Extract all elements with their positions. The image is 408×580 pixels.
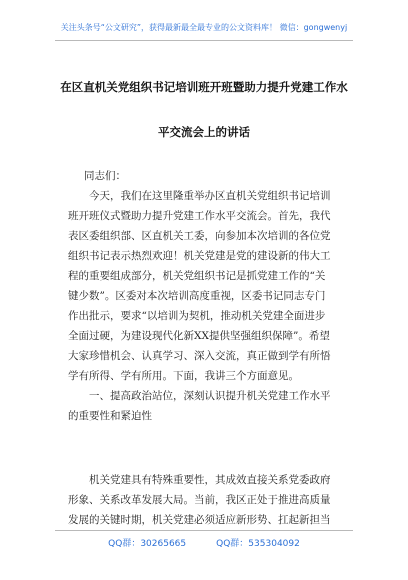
section-heading-line: 一、提高政治站位，深刻认识提升机关党建工作水平 bbox=[89, 390, 331, 402]
paragraph-line: 机关党建具有特殊重要性，其成效直接关系党委政府 bbox=[89, 474, 331, 486]
footer-contacts bbox=[0, 536, 408, 549]
footer-qq-group-1: QQ群：30265665 bbox=[108, 539, 187, 549]
paragraph-line: 学有所得、学有所用。下面，我讲三个方面意见。 bbox=[68, 370, 299, 382]
salutation: 同志们： bbox=[84, 170, 126, 182]
footer-divider bbox=[55, 530, 353, 531]
section-heading-line: 的重要性和紧迫性 bbox=[68, 410, 152, 422]
paragraph-line: 发展的关键时期，机关党建必须适应新形势、扛起新担当 bbox=[68, 514, 331, 526]
header-divider bbox=[55, 40, 353, 41]
paragraph-line: 组织书记表示热烈欢迎！机关党建是党的建设新的伟大工 bbox=[68, 250, 331, 262]
paragraph-line: 程的重要组成部分，机关党组织书记是抓党建工作的“关 bbox=[68, 270, 326, 282]
document-title-line-1: 在区直机关党组织书记培训班开班暨助力提升党建工作水 bbox=[60, 80, 348, 94]
paragraph-line: 形象、关系改革发展大局。当前，我区正处于推进高质量 bbox=[68, 494, 331, 506]
paragraph-line: 全面过硬，为建设现代化新XX提供坚强组织保障”。希望 bbox=[68, 330, 330, 342]
footer-qq-group-2: QQ群：535304092 bbox=[216, 539, 300, 549]
body-paragraph-1 bbox=[68, 186, 343, 426]
paragraph-line: 表区委组织部、区直机关工委，向参加本次培训的各位党 bbox=[68, 230, 331, 242]
paragraph-line: 班开班仪式暨助力提升党建工作水平交流会。首先，我代 bbox=[68, 210, 331, 222]
body-paragraph-2 bbox=[68, 470, 343, 530]
paragraph-line: 作出批示，要求“以培训为契机，推动机关党建全面进步 bbox=[68, 310, 326, 322]
header-banner: 关注头条号“公文研究”，获得最新最全最专业的公文资料库！ 微信：gongwenyj bbox=[60, 23, 348, 32]
document-title-line-2: 平交流会上的讲话 bbox=[158, 125, 250, 139]
paragraph-line: 今天，我们在这里隆重举办区直机关党组织书记培训 bbox=[89, 190, 331, 202]
paragraph-line: 大家珍惜机会、认真学习、深入交流，真正做到学有所悟 bbox=[68, 350, 331, 362]
paragraph-line: 键少数”。区委对本次培训高度重视，区委书记同志专门 bbox=[68, 290, 326, 302]
